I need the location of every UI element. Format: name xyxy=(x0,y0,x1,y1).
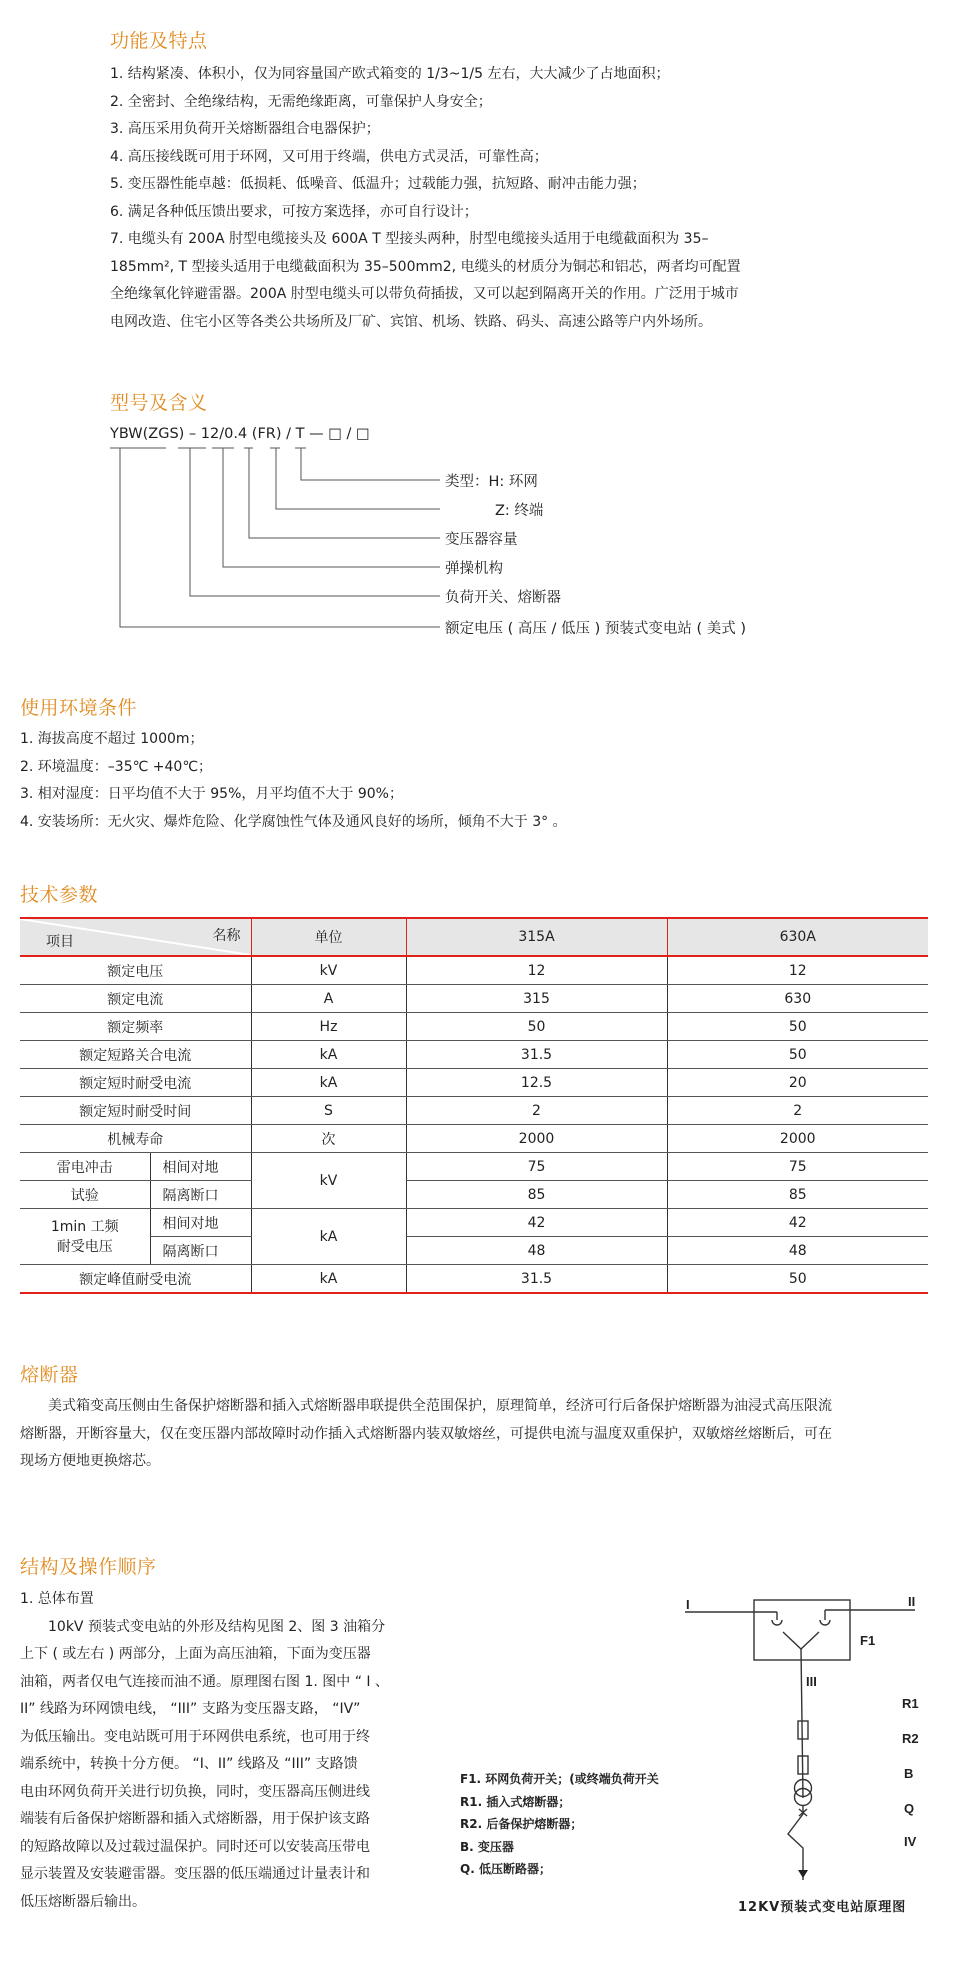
specs-table xyxy=(20,917,928,1294)
header-315a: 315A xyxy=(406,918,667,956)
structure-line: 油箱，两者仅电气连接而油不通。原理图右图 1. 图中 “ I 、 xyxy=(20,1673,389,1690)
label-iii: III xyxy=(806,1674,817,1689)
environment-list xyxy=(20,726,567,836)
label-f1: F1 xyxy=(860,1633,876,1648)
model-label-mechanism: 弹操机构 xyxy=(445,561,503,577)
table-row xyxy=(20,1097,928,1125)
row-value-315a: 12.5 xyxy=(406,1069,667,1097)
model-label-terminal: Z: 终端 xyxy=(495,503,544,519)
specs-title: 技术参数 xyxy=(20,884,99,906)
structure-paragraph xyxy=(20,1586,389,1916)
structure-line: 端装有后备保护熔断器和插入式熔断器，用于保护该支路 xyxy=(20,1811,370,1827)
row-unit: A xyxy=(251,985,406,1013)
environment-line: 4. 安装场所：无火灾、爆炸危险、化学腐蚀性气体及通风良好的场所，倾角不大于 3° 。 xyxy=(20,813,567,830)
feature-line: 4. 高压接线既可用于环网，又可用于终端，供电方式灵活，可靠性高； xyxy=(110,148,548,165)
circuit-legend xyxy=(460,1768,659,1881)
structure-line: 端系统中，转换十分方便。 “I、II” 线路及 “III” 支路馈 xyxy=(20,1756,358,1772)
label-r2: R2 xyxy=(902,1731,919,1746)
row-name: 额定短路关合电流 xyxy=(20,1041,251,1069)
row-value-315a: 31.5 xyxy=(406,1265,667,1294)
row-value-630a: 20 xyxy=(667,1069,928,1097)
label-b: B xyxy=(904,1766,914,1781)
group-name-line: 耐受电压 xyxy=(56,1238,113,1255)
group-unit: kV xyxy=(251,1153,406,1209)
structure-line: 显示装置及安装避雷器。变压器的低压端通过计量表计和 xyxy=(20,1866,370,1882)
row-name: 额定短时耐受电流 xyxy=(20,1069,251,1097)
row-unit: kV xyxy=(251,956,406,985)
header-item-name-cell xyxy=(20,918,251,956)
sub-name: 隔离断口 xyxy=(150,1237,251,1265)
structure-line: II” 线路为环网馈电线， “III” 支路为变压器支路， “IV” xyxy=(20,1701,361,1717)
model-label-capacity: 变压器容量 xyxy=(445,532,518,548)
switch-blades xyxy=(783,1632,819,1649)
row-value-315a: 50 xyxy=(406,1013,667,1041)
row-value-630a: 2 xyxy=(667,1097,928,1125)
fuse-line: 熔断器，开断容量大，仅在变压器内部故障时动作插入式熔断器内装双敏熔丝，可提供电流与温度双重保护，双敏熔丝熔断后，可在 xyxy=(20,1425,832,1442)
table-row xyxy=(20,985,928,1013)
table-row xyxy=(20,1125,928,1153)
row-unit: S xyxy=(251,1097,406,1125)
row-value-630a: 50 xyxy=(667,1265,928,1294)
features-title: 功能及特点 xyxy=(110,30,208,52)
model-code-diagram xyxy=(110,422,810,652)
label-iv: IV xyxy=(904,1834,917,1849)
row-value-315a: 42 xyxy=(406,1209,667,1237)
sub-name: 相间对地 xyxy=(150,1153,251,1181)
header-name: 名称 xyxy=(212,928,241,944)
table-row xyxy=(20,1069,928,1097)
row-value-630a: 48 xyxy=(667,1237,928,1265)
group-name-lightning-2: 试验 xyxy=(20,1181,150,1209)
structure-line: 低压熔断器后输出。 xyxy=(20,1893,146,1910)
row-name: 额定电流 xyxy=(20,985,251,1013)
feature-line: 6. 满足各种低压馈出要求，可按方案选择，亦可自行设计； xyxy=(110,203,478,220)
row-value-315a: 75 xyxy=(406,1153,667,1181)
row-name: 额定电压 xyxy=(20,956,251,985)
model-label-type: 类型：H: 环网 xyxy=(445,474,538,490)
table-row xyxy=(20,1237,928,1265)
sub-name: 相间对地 xyxy=(150,1209,251,1237)
contact-left xyxy=(772,1620,782,1625)
breaker-q xyxy=(788,1812,803,1880)
header-item: 项目 xyxy=(46,934,74,950)
features-list xyxy=(110,61,741,336)
circuit-diagram xyxy=(660,1590,960,1920)
row-unit: kA xyxy=(251,1265,406,1294)
legend-item-r2: R2. 后备保护熔断器； xyxy=(460,1817,583,1831)
label-ii: II xyxy=(908,1594,916,1609)
row-value-315a: 85 xyxy=(406,1181,667,1209)
feature-line: 电网改造、住宅小区等各类公共场所及厂矿、宾馆、机场、铁路、码头、高速公路等户内外场所。 xyxy=(110,313,712,330)
row-value-630a: 630 xyxy=(667,985,928,1013)
structure-line: 10kV 预装式变电站的外形及结构见图 2、图 3 油箱分 xyxy=(48,1618,386,1635)
branch-iii xyxy=(801,1649,803,1798)
legend-item-q: Q. 低压断路器； xyxy=(460,1862,551,1876)
row-unit: kA xyxy=(251,1069,406,1097)
row-value-630a: 50 xyxy=(667,1013,928,1041)
row-value-315a: 2 xyxy=(406,1097,667,1125)
feature-line: 185mm², T 型接头适用于电缆截面积为 35–500mm2, 电缆头的材质分为铜芯和铝芯，两者均可配置 xyxy=(110,258,741,275)
row-value-315a: 48 xyxy=(406,1237,667,1265)
table-row xyxy=(20,1013,928,1041)
model-label-switch-fuse: 负荷开关、熔断器 xyxy=(445,590,561,606)
legend-item-r1: R1. 插入式熔断器； xyxy=(460,1794,571,1809)
fuse-paragraph xyxy=(20,1393,940,1476)
table-row xyxy=(20,1265,928,1294)
label-q: Q xyxy=(904,1801,915,1816)
circuit-caption: 12KV预装式变电站原理图 xyxy=(738,1900,907,1915)
row-unit: 次 xyxy=(251,1125,406,1153)
table-row xyxy=(20,1153,928,1181)
table-header-row xyxy=(20,918,928,956)
legend-item-b: B. 变压器 xyxy=(460,1839,514,1854)
group-name-power-freq xyxy=(20,1209,150,1265)
model-title: 型号及含义 xyxy=(110,392,208,414)
row-value-630a: 85 xyxy=(667,1181,928,1209)
fuse-line: 现场方便地更换熔芯。 xyxy=(20,1453,160,1469)
feature-line: 5. 变压器性能卓越：低损耗、低噪音、低温升；过载能力强，抗短路、耐冲击能力强； xyxy=(110,176,646,192)
row-name: 机械寿命 xyxy=(20,1125,251,1153)
row-value-315a: 2000 xyxy=(406,1125,667,1153)
row-value-630a: 12 xyxy=(667,956,928,985)
sub-name: 隔离断口 xyxy=(150,1181,251,1209)
row-value-315a: 12 xyxy=(406,956,667,985)
feature-line: 1. 结构紧凑、体积小，仅为同容量国产欧式箱变的 1/3~1/5 左右，大大减少了占地面积； xyxy=(110,66,670,82)
fuse-line: 美式箱变高压侧由生备保护熔断器和插入式熔断器串联提供全范围保护，原理简单，经济可行后备保护熔断器为油浸式高压限流 xyxy=(48,1398,832,1414)
feature-line: 全绝缘氧化锌避雷器。200A 肘型电缆头可以带负荷插拔，又可以起到隔离开关的作用。广泛用于城市 xyxy=(110,286,739,302)
contact-right xyxy=(820,1620,830,1625)
feature-line: 7. 电缆头有 200A 肘型电缆接头及 600A T 型接头两种，肘型电缆接头适用于电缆截面积为 35– xyxy=(110,231,709,247)
fuse-r1 xyxy=(798,1721,808,1739)
row-value-630a: 2000 xyxy=(667,1125,928,1153)
table-row xyxy=(20,1181,928,1209)
row-unit: Hz xyxy=(251,1013,406,1041)
load-switch-box xyxy=(754,1600,850,1660)
row-unit: kA xyxy=(251,1041,406,1069)
fuse-title: 熔断器 xyxy=(20,1364,79,1386)
legend-item-f1: F1. 环网负荷开关；(或终端负荷开关 xyxy=(460,1772,659,1786)
row-value-630a: 50 xyxy=(667,1041,928,1069)
label-r1: R1 xyxy=(902,1696,919,1711)
structure-line: 电由环网负荷开关进行切负换，同时，变压器高压侧进线 xyxy=(20,1783,370,1800)
feature-line: 3. 高压采用负荷开关熔断器组合电器保护； xyxy=(110,121,380,137)
environment-line: 2. 环境温度：–35℃ +40℃； xyxy=(20,758,213,775)
table-row xyxy=(20,1209,928,1237)
structure-line: 上下 ( 或左右 ) 两部分，上面为高压油箱，下面为变压器 xyxy=(20,1646,371,1662)
table-row xyxy=(20,1041,928,1069)
environment-line: 1. 海拔高度不超过 1000m； xyxy=(20,731,204,747)
group-name-line: 1min 工频 xyxy=(50,1218,119,1235)
row-name: 额定峰值耐受电流 xyxy=(20,1265,251,1294)
row-value-315a: 31.5 xyxy=(406,1041,667,1069)
header-630a: 630A xyxy=(667,918,928,956)
row-name: 额定频率 xyxy=(20,1013,251,1041)
row-value-630a: 42 xyxy=(667,1209,928,1237)
feature-line: 2. 全密封、全绝缘结构，无需绝缘距离，可靠保护人身安全； xyxy=(110,93,492,110)
structure-line: 为低压输出。变电站既可用于环网供电系统，也可用于终 xyxy=(20,1728,370,1745)
row-name: 额定短时耐受时间 xyxy=(20,1097,251,1125)
structure-title: 结构及操作顺序 xyxy=(20,1556,157,1578)
header-unit: 单位 xyxy=(251,918,406,956)
row-value-315a: 315 xyxy=(406,985,667,1013)
model-code: YBW(ZGS) – 12/0.4 (FR) / T — □ / □ xyxy=(110,426,370,442)
structure-line: 的短路故障以及过载过温保护。同时还可以安装高压带电 xyxy=(20,1838,370,1855)
group-name-lightning-1: 雷电冲击 xyxy=(20,1153,150,1181)
model-label-rated-voltage: 额定电压 ( 高压 / 低压 ) 预装式变电站 ( 美式 ) xyxy=(445,621,746,637)
output-arrow xyxy=(798,1870,808,1878)
row-value-630a: 75 xyxy=(667,1153,928,1181)
environment-title: 使用环境条件 xyxy=(20,697,138,719)
structure-subtitle: 1. 总体布置 xyxy=(20,1591,94,1607)
label-i: I xyxy=(686,1597,690,1612)
group-unit: kA xyxy=(251,1209,406,1265)
table-row xyxy=(20,956,928,985)
environment-line: 3. 相对湿度：日平均值不大于 95%，月平均值不大于 90%； xyxy=(20,786,403,802)
